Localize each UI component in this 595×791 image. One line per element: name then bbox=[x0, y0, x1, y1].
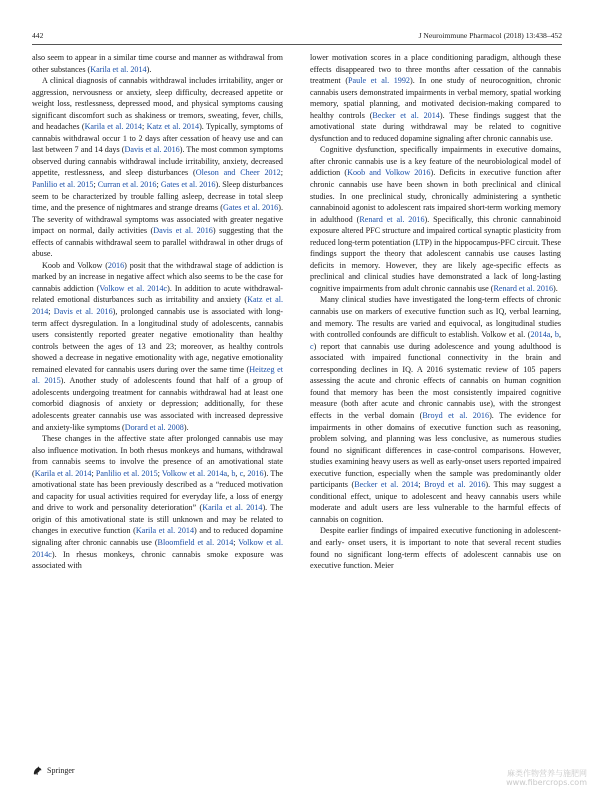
paragraph-text: ; bbox=[156, 180, 161, 190]
citation-link[interactable]: Panlilio et al. 2015 bbox=[32, 180, 94, 190]
paragraph-text: A clinical diagnosis of cannabis withdrawal includes irritability, anger or aggression, nervousness or anxiety, sleep difficulty, decreased appetite or weight loss, restlessness, depressed mood, and physical symptoms causing significant discomfort such as shakiness or tremors, sweating, fever, chills, and headaches ( bbox=[32, 76, 283, 132]
publisher-name: Springer bbox=[47, 765, 75, 775]
citation-link[interactable]: Bloomfield et al. 2014 bbox=[157, 537, 234, 547]
header-divider bbox=[32, 44, 562, 45]
citation-link[interactable]: 2016 bbox=[247, 468, 264, 478]
paragraph-text: , bbox=[227, 468, 232, 478]
paragraph-text: also seem to appear in a similar time course and manner as withdrawal from other substances ( bbox=[32, 53, 283, 74]
paragraph-text: ). In one study of neurocognition, chronic cannabis users demonstrated impairments in verbal memory, spatial working memory, spatial planning, and motivated decision-making compared to healthy controls ( bbox=[310, 76, 562, 120]
citation-link[interactable]: Oleson and Cheer 2012 bbox=[195, 168, 281, 178]
paragraph-text: ). Specifically, this chronic cannabinoid exposure altered PFC structure and impaired cortical synaptic plasticity from reduced long-term potentiation (LTP) in the hippocampus-PFC circuit. These findings support the theory that adolescent cannabis use causes lasting deficits in memory. However, they are likely age-specific effects as preclinical and clinical studies have demonstrated a lack of long-lasting cognitive impairments from adult chronic cannabis use ( bbox=[310, 214, 561, 293]
citation-link[interactable]: Heitzeg et al. 2015 bbox=[32, 364, 283, 386]
citation-link[interactable]: Volkow et al. 2014c bbox=[32, 537, 283, 559]
citation-link[interactable]: Panlilio et al. 2015 bbox=[95, 468, 158, 478]
citation-link[interactable]: Karila et al. 2014 bbox=[84, 122, 142, 132]
page-footer bbox=[32, 764, 75, 776]
springer-horse-logo-icon bbox=[32, 765, 43, 776]
citation-link[interactable]: c bbox=[310, 341, 314, 351]
body-paragraph bbox=[310, 294, 561, 525]
citation-link[interactable]: Broyd et al. 2016 bbox=[422, 410, 490, 420]
citation-link[interactable]: Davis et al. 2016 bbox=[153, 226, 213, 236]
citation-link[interactable]: Broyd et al. 2016 bbox=[424, 480, 486, 490]
citation-link[interactable]: Gates et al. 2016 bbox=[160, 180, 216, 190]
paragraph-text: ). Deficits in executive function after chronic cannabis use have been shown in both preclinical and clinical studies. In one preclinical study, chronically administering a synthetic cannabinoid agonist to adolescent rats impaired short-term working memory in adulthood ( bbox=[310, 168, 561, 224]
paragraph-text: , bbox=[235, 468, 240, 478]
paragraph-text: ). These findings suggest that the amotivational state during withdrawal may be related to cognitive dysfunction and to reduced dopamine signaling after chronic cannabis use. bbox=[310, 110, 562, 143]
paragraph-text: ), prolonged cannabis use is associated with long-term affect dysregulation. In a longitudinal study of adolescents, cannabis users consistently reported greater negative emotionality than healthy controls between the ages of 13 and 23; moreover, as healthy controls showed a decrease in negative emotionality with age, negative emotionality remained elevated for cannabis users during over the same time ( bbox=[32, 307, 284, 374]
body-paragraph bbox=[310, 144, 561, 294]
paragraph-text: Koob and Volkow ( bbox=[42, 260, 108, 270]
watermark-url: www.fibercrops.com bbox=[506, 778, 587, 787]
citation-link[interactable]: Katz et al. 2014 bbox=[146, 122, 200, 132]
citation-link[interactable]: b bbox=[231, 468, 236, 478]
paragraph-text: ). The most common symptoms observed during cannabis withdrawal include irritability, anxiety, decreased appetite, restlessness, and sleep disturbances ( bbox=[32, 145, 283, 178]
body-paragraph bbox=[32, 433, 283, 572]
paragraph-text: ). Another study of adolescents found that half of a group of adolescents undergoing treatment for cannabis withdrawal had at least one comorbid diagnosis of anxiety or depression; additionally, for these adolescents greater cannabis use was associated with increased depressive and anxiety-like symptoms ( bbox=[32, 376, 283, 432]
paragraph-text: ; bbox=[280, 168, 283, 178]
citation-link[interactable]: Karila et al. 2014 bbox=[135, 526, 195, 536]
page-number: 442 bbox=[32, 30, 44, 40]
paragraph-text: ). bbox=[183, 422, 189, 432]
citation-link[interactable]: Paule et al. 1992 bbox=[348, 76, 410, 86]
journal-citation: J Neuroimmune Pharmacol (2018) 13:438–452 bbox=[418, 30, 562, 40]
paragraph-text: These changes in the affective state after prolonged cannabis use may also influence motivation. In both rhesus monkeys and humans, withdrawal from cannabis seems to involve the presence of an amotivational state ( bbox=[32, 434, 283, 478]
paragraph-text: Many clinical studies have investigated the long-term effects of chronic cannabis use on markers of executive function such as IQ, verbal learning, and memory. The results are varied and equivocal, as longitudinal studies with controlled confounds are difficult to establish. Volkow et al. ( bbox=[310, 295, 561, 340]
paragraph-text: , bbox=[558, 330, 561, 340]
paragraph-text: ; bbox=[91, 468, 96, 478]
citation-link[interactable]: Davis et al. 2016 bbox=[53, 307, 113, 317]
paragraph-text: ; bbox=[233, 537, 239, 547]
body-paragraph bbox=[32, 52, 283, 75]
paragraph-text: Despite earlier findings of impaired executive functioning in adolescent- and early- onset users, it is important to note that several recent studies found no significant long-term effects of adolescent cannabis use on executive function. Meier bbox=[310, 526, 561, 571]
body-paragraph bbox=[32, 75, 283, 260]
citation-link[interactable]: Dorard et al. 2008 bbox=[124, 422, 184, 432]
paragraph-text: ) suggesting that the effects of cannabis withdrawal seem to parallel withdrawal in other drugs of abuse. bbox=[32, 226, 284, 259]
body-paragraph bbox=[310, 525, 561, 571]
right-column bbox=[310, 52, 561, 572]
citation-link[interactable]: Koob and Volkow 2016 bbox=[347, 168, 431, 178]
citation-link[interactable]: Renard et al. 2016 bbox=[359, 214, 425, 224]
paragraph-text: ; bbox=[141, 122, 147, 132]
citation-link[interactable]: Becker et al. 2014 bbox=[354, 480, 419, 490]
paragraph-text: Cognitive dysfunction, specifically impairments in executive domains, after chronic cannabis use is a key feature of the neurobiological model of addiction ( bbox=[310, 145, 561, 178]
site-watermark bbox=[506, 769, 587, 787]
page-header bbox=[32, 28, 562, 42]
body-paragraph bbox=[310, 52, 561, 144]
citation-link[interactable]: Davis et al. 2016 bbox=[124, 145, 180, 155]
paragraph-text: ). The amotivational state has been previously described as a “reduced motivation and capacity for usual activities required for everyday life, a loss of energy and drive to work and personality deterioration” ( bbox=[32, 468, 283, 513]
paragraph-text: ). The origin of this amotivational state is still unknown and may be related to changes in executive function ( bbox=[32, 503, 283, 536]
citation-link[interactable]: Gates et al. 2016 bbox=[223, 203, 279, 213]
citation-link[interactable]: Karila et al. 2014 bbox=[34, 468, 92, 478]
citation-link[interactable]: Karila et al. 2014 bbox=[202, 503, 263, 513]
citation-link[interactable]: Katz et al. 2014 bbox=[32, 295, 283, 317]
citation-link[interactable]: 2014a bbox=[530, 330, 551, 340]
body-paragraph bbox=[32, 260, 283, 433]
left-column bbox=[32, 52, 283, 572]
paragraph-text: ). bbox=[146, 64, 152, 74]
citation-link[interactable]: Volkow et al. 2014c bbox=[99, 283, 168, 293]
paragraph-text: , bbox=[550, 330, 555, 340]
paragraph-text: ). bbox=[553, 283, 558, 293]
paragraph-text: ; bbox=[157, 468, 162, 478]
paragraph-text: ; bbox=[418, 480, 425, 490]
watermark-chinese-text: 麻类作物营养与施肥网 bbox=[507, 769, 587, 778]
paragraph-text: ). The severity of withdrawal symptoms was associated with greater negative impact on normal, daily activities ( bbox=[32, 203, 283, 236]
citation-link[interactable]: c bbox=[239, 468, 244, 478]
citation-link[interactable]: Volkow et al. 2014a bbox=[161, 468, 228, 478]
paragraph-text: ). The evidence for impairments in other domains of executive function such as reasoning, problem solving, and planning was less conclusive, as numerous studies found no significant differences in case-control comparisons. However, studies examining heavy users as well as early-onset users reported impaired executive function, especially when the sample was predominantly older participants ( bbox=[310, 410, 561, 490]
citation-link[interactable]: Karila et al. 2014 bbox=[90, 64, 147, 74]
paragraph-text: ). In rhesus monkeys, chronic cannabis smoke exposure was associated with bbox=[32, 549, 283, 571]
paragraph-text: ; bbox=[48, 307, 54, 317]
citation-link[interactable]: Renard et al. 2016 bbox=[493, 283, 554, 293]
paragraph-text: lower motivation scores in a place conditioning paradigm, although these effects disappeared two to three months after cessation of the cannabis treatment ( bbox=[310, 53, 561, 86]
paragraph-text: ; bbox=[93, 180, 98, 190]
paragraph-text: ) posit that the withdrawal stage of addiction is marked by an increase in negative affect which also seems to be the case for cannabis addiction ( bbox=[32, 260, 283, 293]
citation-link[interactable]: b bbox=[554, 330, 559, 340]
citation-link[interactable]: Curran et al. 2016 bbox=[97, 180, 157, 190]
paragraph-text: , bbox=[243, 468, 248, 478]
paragraph-text: ). In addition to acute withdrawal-related emotional disturbances such as irritability and anxiety ( bbox=[32, 283, 283, 305]
paragraph-text: ). Typically, symptoms of cannabis withdrawal occur 1 to 2 days after cessation of heavy use and can last between 7 and 14 days ( bbox=[32, 122, 283, 155]
paragraph-text: ). Sleep disturbances seem to be characterized by trouble falling asleep, decrease in total sleep time, and the presence of nightmares and strange dreams ( bbox=[32, 180, 283, 213]
paragraph-text: ). This may suggest a conditional effect, unique to adolescent and heavy cannabis users while moderate and adult users are less vulnerable to the harmful effects of cannabis on cognition. bbox=[310, 480, 561, 524]
citation-link[interactable]: Becker et al. 2014 bbox=[372, 110, 440, 120]
citation-link[interactable]: 2016 bbox=[107, 260, 125, 270]
paragraph-text: ) report that cannabis use during adolescence and young adulthood is associated with impaired functional connectivity in the brain and corresponding declines in IQ. A 2016 systematic review of 105 papers assessing the acute and chronic effects of cannabis on human cognition found that memory has been the most consistently impaired cognitive measure (both after acute and chronic cannabis use), with the strongest effects in the verbal domain ( bbox=[310, 341, 561, 420]
paragraph-text: ) and to reduced dopamine signaling after chronic cannabis use ( bbox=[32, 526, 283, 547]
